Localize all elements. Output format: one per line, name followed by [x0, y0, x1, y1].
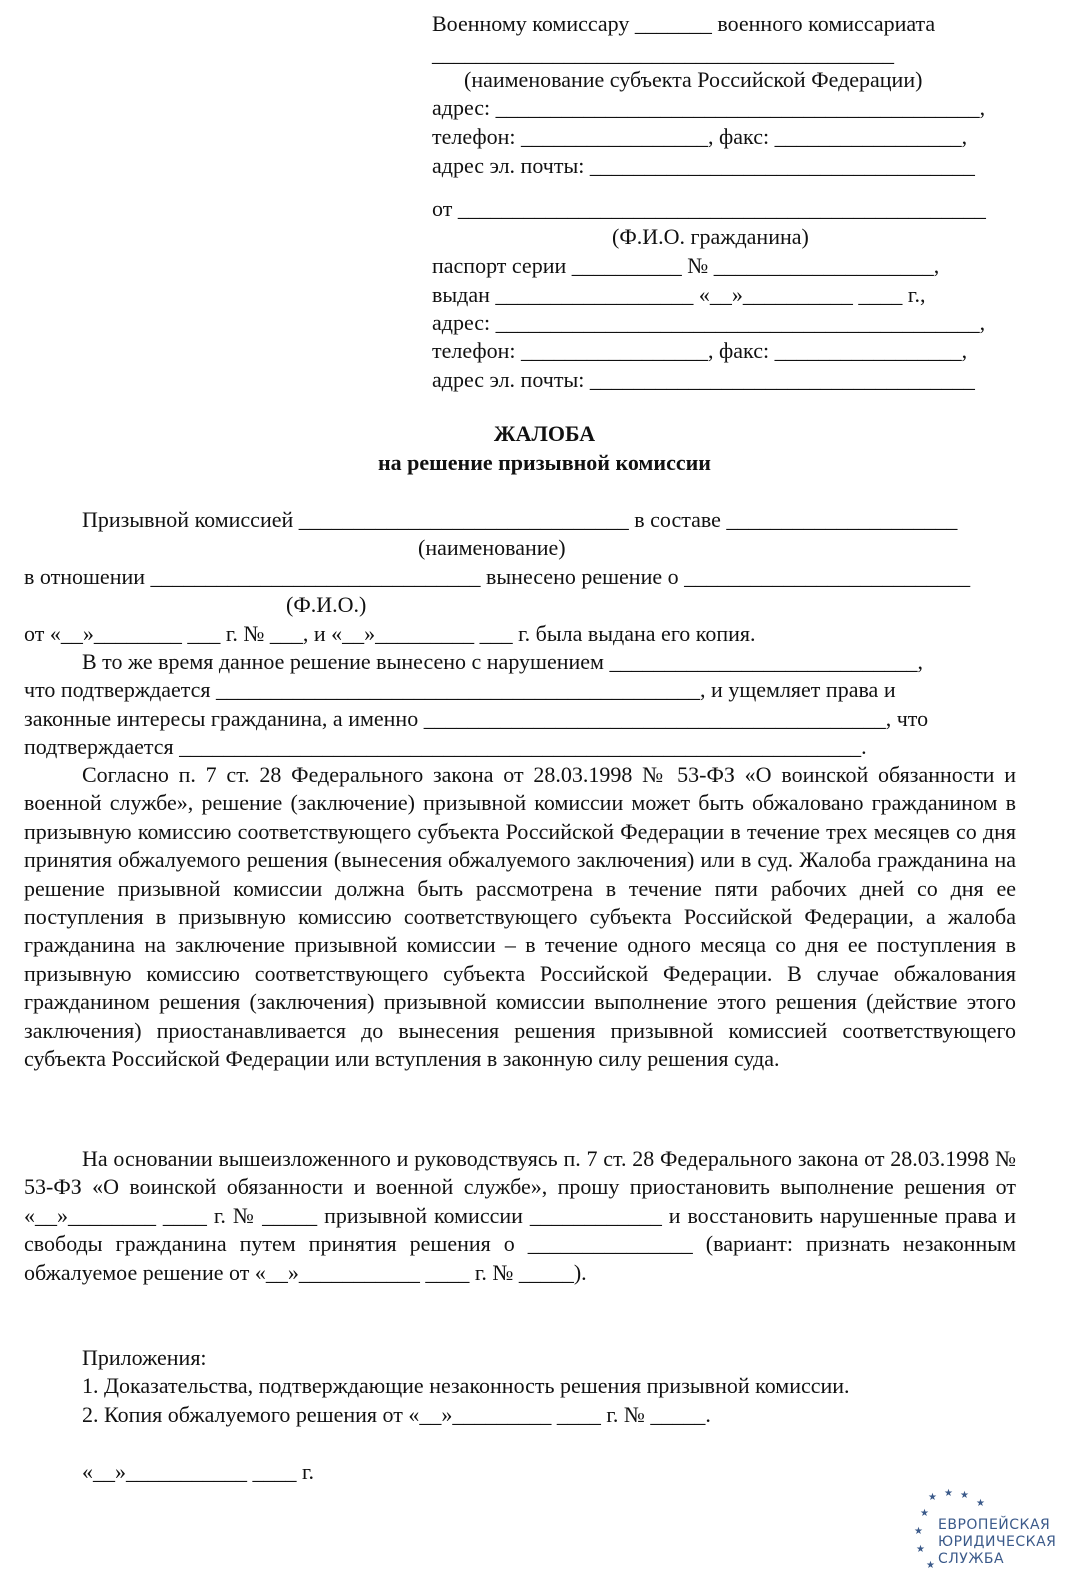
logo-text-line: ЮРИДИЧЕСКАЯ: [938, 1534, 1057, 1550]
from-line: от ________________________________________________: [432, 196, 986, 221]
svg-text:★: ★: [920, 1508, 929, 1519]
confirmed-by-line: подтверждается ______________________________________________________________.: [24, 734, 867, 759]
attachments-title: Приложения:: [82, 1345, 207, 1370]
signature-date-line: «__»___________ ____ г.: [82, 1459, 315, 1484]
logo-text-line: СЛУЖБА: [938, 1551, 1005, 1567]
citizen-email: адрес эл. почты: ___________________________________: [432, 367, 975, 392]
svg-text:★: ★: [976, 1498, 985, 1509]
fio-caption: (Ф.И.О. гражданина): [612, 224, 809, 249]
violation-line: В то же время данное решение вынесено с нарушением ____________________________,: [82, 649, 923, 674]
confirmation-line: что подтверждается ____________________________________________, и ущемляет права и: [24, 677, 896, 702]
addressee-line: Военному комиссару _______ военного комиссариата: [432, 11, 936, 36]
region-caption: (наименование субъекта Российской Федерации): [464, 67, 923, 92]
citizen-address: адрес: ____________________________________________,: [432, 310, 986, 335]
issued-line: выдан __________________ «__»__________ ____ г.,: [432, 282, 926, 307]
svg-text:★: ★: [914, 1526, 923, 1537]
law-paragraph: Согласно п. 7 ст. 28 Федерального закона от 28.03.1998 № 53-ФЗ «О воинской обязанности и военной службе», решение (заключение) призывной комиссии может быть обжаловано гражданином в призывную комиссию соответствующего субъекта Российской Федерации в течение трех месяцев со дня принятия обжалуемого решения (вынесения обжалуемого заключения) или в суд. Жалоба гражданина на решение призывной комиссии должна быть рассмотрена в течение пяти рабочих дней со дня ее поступления в призывную комиссию соответствующего субъекта Российской Федерации, а жалоба гражданина на заключение призывной комиссии – в течение одного месяца со дня ее поступления в призывную комиссию соответствующего субъекта Российской Федерации. В случае обжалования гражданином решения (заключения) призывной комиссии выполнение этого решения (действие этого заключения) приостанавливается до вынесения решения призывной комиссией соответствующего субъекта Российской Федерации или вступления в законную силу решения суда.: [24, 762, 1016, 1072]
document-subtitle: на решение призывной комиссии: [378, 450, 711, 475]
logo-text-line: ЕВРОПЕЙСКАЯ: [938, 1517, 1051, 1533]
commissariat-phone-fax: телефон: _________________, факс: _________________,: [432, 124, 968, 149]
interests-line: законные интересы гражданина, а именно __________________________________________, что: [24, 706, 929, 731]
addressee-blank-line: __________________________________________: [432, 41, 894, 66]
document-title: ЖАЛОБА: [493, 421, 596, 446]
citizen-phone-fax: телефон: _________________, факс: _________________,: [432, 338, 968, 363]
commission-line: Призывной комиссией ______________________________ в составе _____________________: [82, 507, 958, 532]
svg-text:★: ★: [926, 1560, 935, 1571]
decision-date-line: от «__»________ ___ г. № ___, и «__»_________ ___ г. была выдана его копия.: [24, 621, 756, 646]
svg-text:★: ★: [960, 1490, 969, 1501]
attachment-item: 1. Доказательства, подтверждающие незаконность решения призывной комиссии.: [82, 1373, 850, 1398]
passport-line: паспорт серии __________ № ____________________,: [432, 253, 940, 278]
decision-line: в отношении ______________________________ вынесено решение о __________________________: [24, 564, 971, 589]
request-paragraph: На основании вышеизложенного и руководствуясь п. 7 ст. 28 Федерального закона от 28.03.1998 № 53-ФЗ «О воинской обязанности и военной службе», прошу приостановить выполнение решения от «__»________ ____ г. № _____ призывной комиссии ____________ и восстановить нарушенные права и свободы гражданина путем принятия решения о _______________ (вариант: признать незаконным обжалуемое решение от «__»___________ ____ г. № _____).: [24, 1146, 1016, 1285]
svg-text:★: ★: [916, 1544, 925, 1555]
attachment-item: 2. Копия обжалуемого решения от «__»_________ ____ г. № _____.: [82, 1402, 711, 1427]
commissariat-email: адрес эл. почты: ___________________________________: [432, 153, 975, 178]
name-caption: (наименование): [418, 535, 566, 560]
commissariat-address: адрес: ____________________________________________,: [432, 95, 986, 120]
svg-text:★: ★: [944, 1488, 953, 1499]
svg-text:★: ★: [928, 1492, 937, 1503]
fio-short-caption: (Ф.И.О.): [286, 592, 367, 617]
